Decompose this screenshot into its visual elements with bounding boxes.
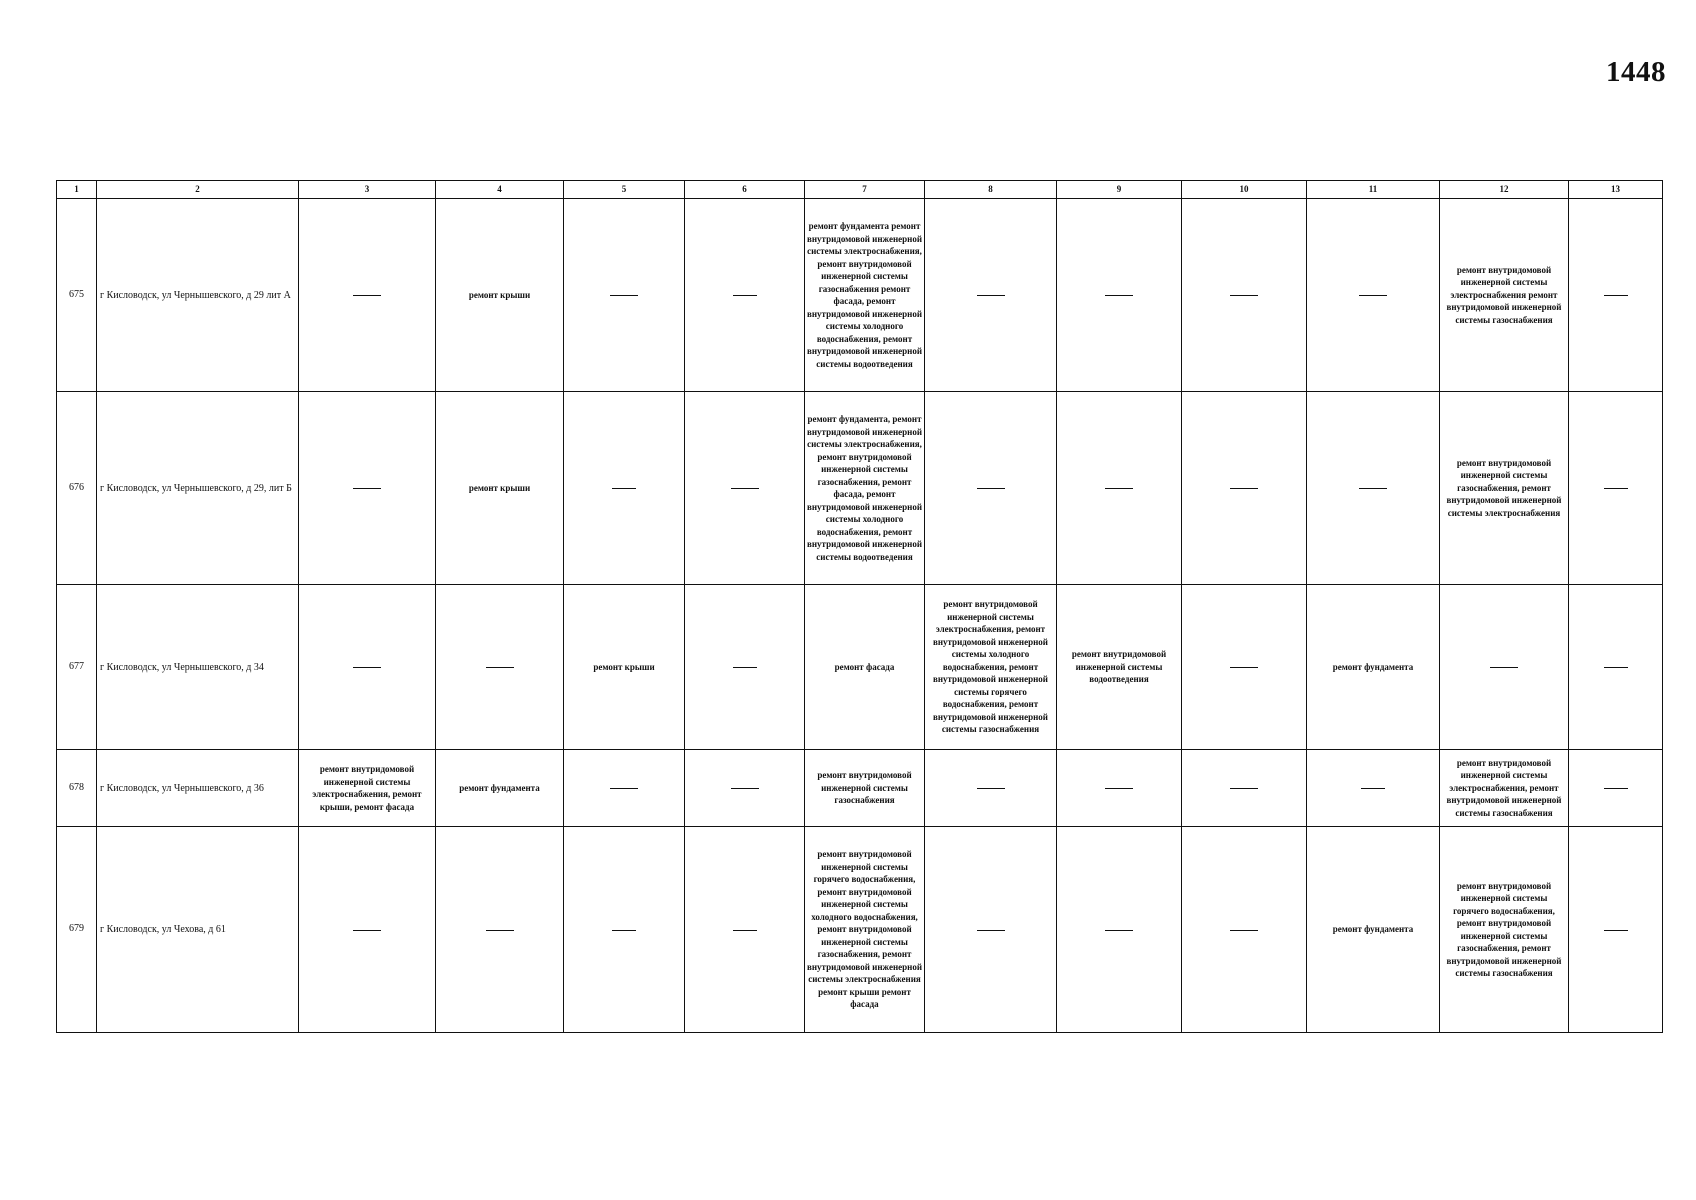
column-header: 9 xyxy=(1057,181,1182,199)
table-row xyxy=(57,750,1663,827)
empty-cell xyxy=(436,585,564,750)
dash-mark xyxy=(1230,667,1258,668)
dash-mark xyxy=(486,930,514,931)
dash-mark xyxy=(733,930,757,931)
dash-mark xyxy=(977,930,1005,931)
empty-cell xyxy=(1057,827,1182,1033)
column-header: 4 xyxy=(436,181,564,199)
row-number: 677 xyxy=(57,585,97,750)
work-cell: ремонт крыши xyxy=(436,392,564,585)
work-cell: ремонт фундамента ремонт внутридомовой инженерной системы электроснабжения, ремонт внутридомовой инженерной системы газоснабжения ремонт фасада, ремонт внутридомовой инженерной системы холодного водоснабжения, ремонт внутридомовой инженерной системы водоотведения xyxy=(805,199,925,392)
dash-mark xyxy=(610,788,638,789)
dash-mark xyxy=(612,488,636,489)
empty-cell xyxy=(1057,199,1182,392)
work-cell: ремонт фундамента, ремонт внутридомовой инженерной системы электроснабжения, ремонт внутридомовой инженерной системы газоснабжения, ремонт фасада, ремонт внутридомовой инженерной системы холодного водоснабжения, ремонт внутридомовой инженерной системы водоотведения xyxy=(805,392,925,585)
dash-mark xyxy=(1105,788,1133,789)
work-cell: ремонт крыши xyxy=(436,199,564,392)
column-header: 2 xyxy=(97,181,299,199)
page-number: 1448 xyxy=(1606,56,1666,88)
empty-cell xyxy=(925,392,1057,585)
empty-cell xyxy=(1182,585,1307,750)
empty-cell xyxy=(925,827,1057,1033)
work-cell: ремонт крыши xyxy=(564,585,685,750)
row-number: 678 xyxy=(57,750,97,827)
dash-mark xyxy=(1105,930,1133,931)
column-header: 1 xyxy=(57,181,97,199)
table-row xyxy=(57,392,1663,585)
row-number: 679 xyxy=(57,827,97,1033)
work-cell: ремонт внутридомовой инженерной системы электроснабжения ремонт внутридомовой инженерной системы газоснабжения xyxy=(1440,199,1569,392)
work-cell: ремонт внутридомовой инженерной системы газоснабжения, ремонт внутридомовой инженерной системы электроснабжения xyxy=(1440,392,1569,585)
column-header: 7 xyxy=(805,181,925,199)
column-header: 6 xyxy=(685,181,805,199)
empty-cell xyxy=(1057,392,1182,585)
repair-schedule-table xyxy=(56,180,1663,1033)
dash-mark xyxy=(1230,788,1258,789)
empty-cell xyxy=(925,199,1057,392)
empty-cell xyxy=(564,199,685,392)
empty-cell xyxy=(925,750,1057,827)
dash-mark xyxy=(1361,788,1385,789)
column-header: 13 xyxy=(1569,181,1663,199)
dash-mark xyxy=(1105,488,1133,489)
dash-mark xyxy=(977,788,1005,789)
work-cell: ремонт внутридомовой инженерной системы электроснабжения, ремонт внутридомовой инженерной системы газоснабжения xyxy=(1440,750,1569,827)
table-row xyxy=(57,199,1663,392)
empty-cell xyxy=(1182,392,1307,585)
empty-cell xyxy=(1307,750,1440,827)
empty-cell xyxy=(685,750,805,827)
dash-mark xyxy=(1230,930,1258,931)
empty-cell xyxy=(1307,199,1440,392)
work-cell: ремонт внутридомовой инженерной системы электроснабжения, ремонт внутридомовой инженерной системы холодного водоснабжения, ремонт внутридомовой инженерной системы горячего водоснабжения, ремонт внутридомовой инженерной системы газоснабжения xyxy=(925,585,1057,750)
empty-cell xyxy=(299,392,436,585)
column-header: 3 xyxy=(299,181,436,199)
work-cell: ремонт внутридомовой инженерной системы водоотведения xyxy=(1057,585,1182,750)
dash-mark xyxy=(733,295,757,296)
dash-mark xyxy=(1230,295,1258,296)
dash-mark xyxy=(731,488,759,489)
dash-mark xyxy=(1490,667,1518,668)
address-cell: г Кисловодск, ул Чехова, д 61 xyxy=(97,827,299,1033)
empty-cell xyxy=(436,827,564,1033)
dash-mark xyxy=(353,930,381,931)
dash-mark xyxy=(731,788,759,789)
dash-mark xyxy=(1604,788,1628,789)
empty-cell xyxy=(1307,392,1440,585)
work-cell: ремонт фундамента xyxy=(1307,827,1440,1033)
work-cell: ремонт внутридомовой инженерной системы электроснабжения, ремонт крыши, ремонт фасада xyxy=(299,750,436,827)
address-cell: г Кисловодск, ул Чернышевского, д 36 xyxy=(97,750,299,827)
dash-mark xyxy=(1604,295,1628,296)
address-cell: г Кисловодск, ул Чернышевского, д 34 xyxy=(97,585,299,750)
empty-cell xyxy=(1182,750,1307,827)
empty-cell xyxy=(299,585,436,750)
column-number-row xyxy=(57,181,1663,199)
empty-cell xyxy=(685,585,805,750)
work-cell: ремонт внутридомовой инженерной системы горячего водоснабжения, ремонт внутридомовой инженерной системы газоснабжения, ремонт внутридомовой инженерной системы газоснабжения xyxy=(1440,827,1569,1033)
empty-cell xyxy=(564,827,685,1033)
empty-cell xyxy=(1569,585,1663,750)
empty-cell xyxy=(1057,750,1182,827)
address-cell: г Кисловодск, ул Чернышевского, д 29, лит Б xyxy=(97,392,299,585)
address-cell: г Кисловодск, ул Чернышевского, д 29 лит А xyxy=(97,199,299,392)
empty-cell xyxy=(1569,199,1663,392)
dash-mark xyxy=(353,488,381,489)
column-header: 10 xyxy=(1182,181,1307,199)
dash-mark xyxy=(353,667,381,668)
empty-cell xyxy=(1182,827,1307,1033)
dash-mark xyxy=(733,667,757,668)
empty-cell xyxy=(564,750,685,827)
column-header: 8 xyxy=(925,181,1057,199)
dash-mark xyxy=(1604,488,1628,489)
dash-mark xyxy=(1604,667,1628,668)
dash-mark xyxy=(977,295,1005,296)
empty-cell xyxy=(299,827,436,1033)
empty-cell xyxy=(685,199,805,392)
work-cell: ремонт внутридомовой инженерной системы газоснабжения xyxy=(805,750,925,827)
empty-cell xyxy=(685,392,805,585)
empty-cell xyxy=(1182,199,1307,392)
row-number: 675 xyxy=(57,199,97,392)
empty-cell xyxy=(685,827,805,1033)
dash-mark xyxy=(612,930,636,931)
dash-mark xyxy=(1230,488,1258,489)
work-cell: ремонт фундамента xyxy=(436,750,564,827)
dash-mark xyxy=(1604,930,1628,931)
dash-mark xyxy=(610,295,638,296)
table-row xyxy=(57,585,1663,750)
empty-cell xyxy=(564,392,685,585)
dash-mark xyxy=(353,295,381,296)
empty-cell xyxy=(1569,392,1663,585)
column-header: 12 xyxy=(1440,181,1569,199)
empty-cell xyxy=(299,199,436,392)
empty-cell xyxy=(1569,750,1663,827)
dash-mark xyxy=(1359,295,1387,296)
empty-cell xyxy=(1569,827,1663,1033)
dash-mark xyxy=(486,667,514,668)
table-row xyxy=(57,827,1663,1033)
dash-mark xyxy=(1105,295,1133,296)
dash-mark xyxy=(1359,488,1387,489)
row-number: 676 xyxy=(57,392,97,585)
work-cell: ремонт внутридомовой инженерной системы горячего водоснабжения, ремонт внутридомовой инженерной системы холодного водоснабжения, ремонт внутридомовой инженерной системы газоснабжения, ремонт внутридомовой инженерной системы электроснабжения ремонт крыши ремонт фасада xyxy=(805,827,925,1033)
dash-mark xyxy=(977,488,1005,489)
work-cell: ремонт фундамента xyxy=(1307,585,1440,750)
column-header: 11 xyxy=(1307,181,1440,199)
work-cell: ремонт фасада xyxy=(805,585,925,750)
column-header: 5 xyxy=(564,181,685,199)
empty-cell xyxy=(1440,585,1569,750)
